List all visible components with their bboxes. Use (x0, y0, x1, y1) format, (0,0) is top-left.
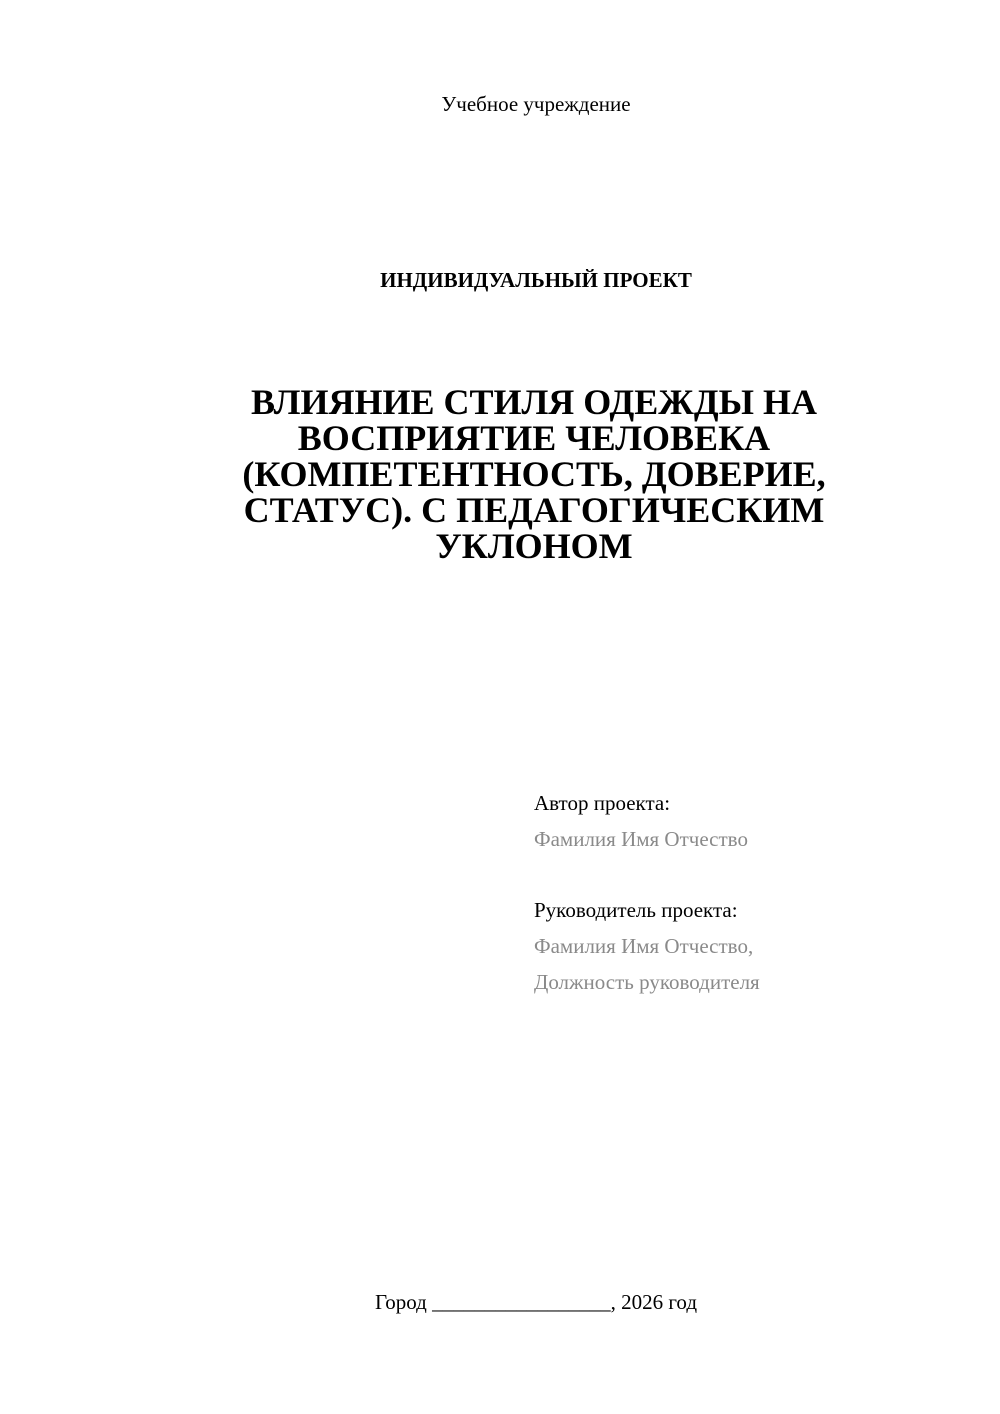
author-name: Фамилия Имя Отчество (534, 827, 748, 851)
title-line: (КОМПЕТЕНТНОСТЬ, ДОВЕРИЕ, (242, 454, 826, 494)
supervisor-label: Руководитель проекта: (534, 898, 738, 922)
title-line: ВОСПРИЯТИЕ ЧЕЛОВЕКА (297, 418, 771, 458)
title-line: ВЛИЯНИЕ СТИЛЯ ОДЕЖДЫ НА (250, 382, 817, 422)
supervisor-position: Должность руководителя (534, 970, 760, 994)
project-title (180, 384, 888, 564)
supervisor-name: Фамилия Имя Отчество, (534, 934, 754, 958)
title-line: СТАТУС). С ПЕДАГОГИЧЕСКИМ (243, 490, 825, 530)
institution-name: Учебное учреждение (441, 92, 631, 116)
document-type: ИНДИВИДУАЛЬНЫЙ ПРОЕКТ (380, 268, 692, 292)
author-label: Автор проекта: (534, 791, 671, 815)
author-block (534, 785, 748, 857)
city-year-footer: Город _________________, 2026 год (374, 1290, 698, 1314)
supervisor-block (534, 892, 760, 1000)
title-line: УКЛОНОМ (435, 526, 633, 566)
